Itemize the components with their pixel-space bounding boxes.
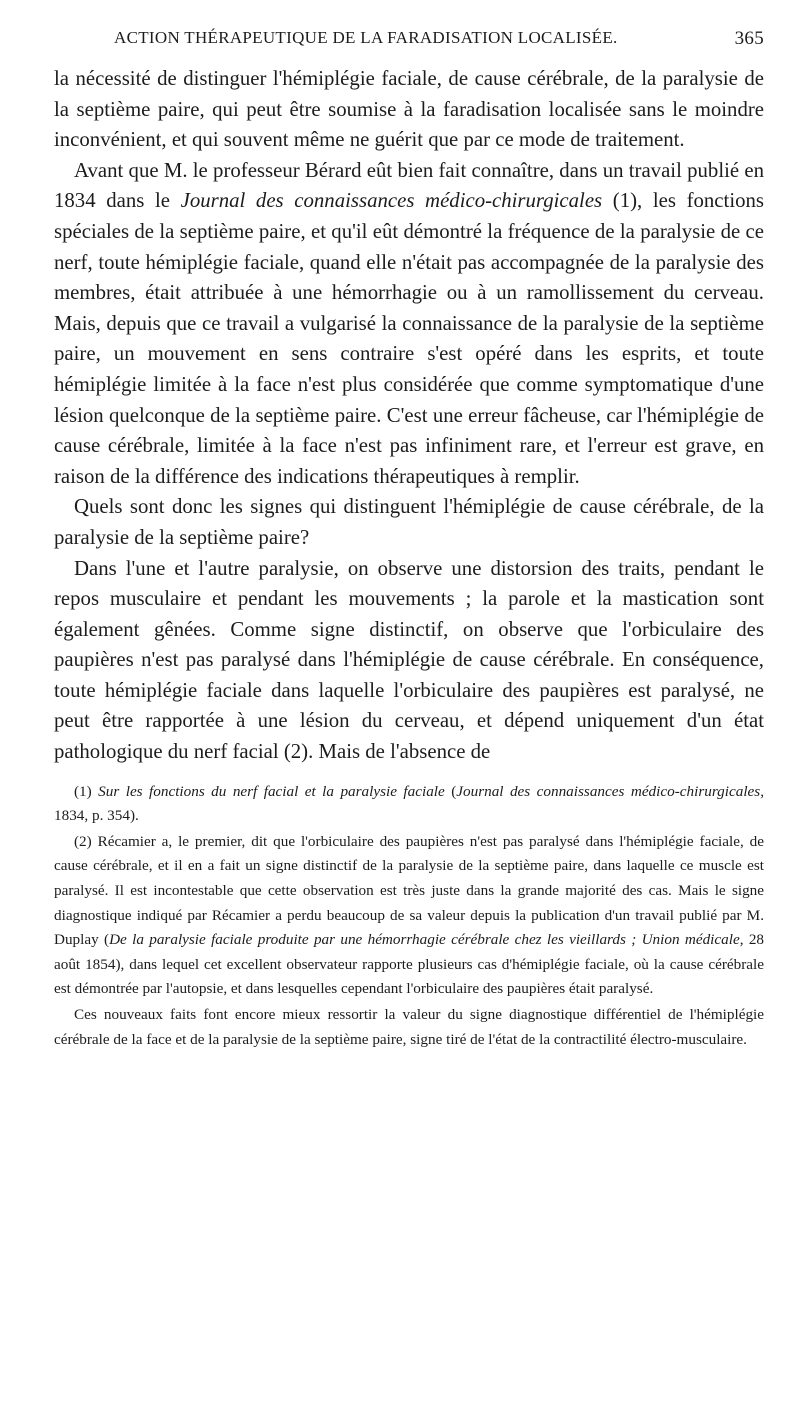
- footnotes: [54, 780, 764, 1053]
- paragraph-2-text-a: Avant que M. le professeur Bérard eût bien fait connaître, dans un travail publié en 1834 dans le: [54, 158, 764, 213]
- footnote-2-title: De la paralysie faciale produite par une hémorrhagie cérébrale chez les vieillards ; Union médicale: [109, 931, 740, 949]
- paragraph-3-text: Quels sont donc les signes qui distinguent l'hémiplégie de cause cérébrale, de la paralysie de la septième paire?: [54, 495, 764, 549]
- footnote-3-text: Ces nouveaux faits font encore mieux ressortir la valeur du signe diagnostique différentiel de l'hémiplégie cérébrale de la face et de la paralysie de la septième paire, signe tiré de l'état de la contractilité électro-musculaire.: [54, 1006, 764, 1048]
- paragraph-1: [54, 64, 764, 156]
- journal-title: Journal des connaissances médico-chirurgicales: [180, 189, 603, 213]
- page-number: 365: [734, 28, 764, 49]
- paragraph-2-text-b: (1), les fonctions spéciales de la septième paire, et qu'il eût démontré la fréquence de la paralysie de ce nerf, toute hémiplégie faciale, quand elle n'était pas accompagnée de la paralysie des membres, était attribuée à une hémorrhagie ou à un ramollissement du cerveau. Mais, depuis que ce travail a vulgarisé la connaissance de la paralysie de la septième paire, un mouvement en sens contraire s'est opéré dans les esprits, et toute hémiplégie limitée à la face n'est plus considérée que comme symptomatique d'une lésion quelconque de la septième paire. C'est une erreur fâcheuse, car l'hémiplégie de cause cérébrale, limitée à la face n'est pas infiniment rare, et l'erreur est grave, en raison de la différence des indications thérapeutiques à remplir.: [54, 189, 764, 488]
- footnote-1-title: Sur les fonctions du nerf facial et la paralysie faciale: [98, 782, 445, 800]
- body-text: [54, 64, 764, 768]
- running-title: ACTION THÉRAPEUTIQUE DE LA FARADISATION LOCALISÉE.: [114, 28, 618, 47]
- footnote-2: [54, 830, 764, 1002]
- footnote-1-rest: , 1834, p. 354).: [54, 782, 764, 825]
- footnote-1-number: (1): [74, 782, 99, 800]
- footnote-2-text-b: , 28 août 1854), dans lequel cet excellent observateur rapporte plusieurs cas d'hémiplégie faciale, où la cause cérébrale est démontrée par l'autopsie, et dans lesquelles cependant l'orbiculaire des paupières était paralysé.: [54, 931, 765, 998]
- paragraph-4: [54, 554, 764, 768]
- footnote-2-text-a: (2) Récamier a, le premier, dit que l'orbiculaire des paupières n'est pas paralysé dans l'hémiplégie faciale, de cause cérébrale, et il en a fait un signe distinctif de la paralysie de la septième paire, dans laquelle ce muscle est paralysé. Il est incontestable que cette observation est très juste dans la grande majorité des cas. Mais le signe diagnostique indiqué par Récamier a perdu beaucoup de sa valeur depuis la publication d'un travail publié par M. Duplay (: [54, 832, 764, 949]
- footnote-3: [54, 1003, 764, 1052]
- paragraph-1-text: la nécessité de distinguer l'hémiplégie faciale, de cause cérébrale, de la paralysie de la septième paire, qui peut être soumise à la faradisation localisée sans le moindre inconvénient, et qui souvent même ne guérit que par ce mode de traitement.: [54, 67, 764, 152]
- paragraph-3: [54, 492, 764, 553]
- book-page: [54, 28, 764, 1052]
- running-head: [54, 28, 764, 64]
- paragraph-4-text: Dans l'une et l'autre paralysie, on observe une distorsion des traits, pendant le repos musculaire et pendant les mouvements ; la parole et la mastication sont également gênées. Comme signe distinctif, on observe que l'orbiculaire des paupières n'est pas paralysé dans l'hémiplégie de cause cérébrale. En conséquence, toute hémiplégie faciale dans laquelle l'orbiculaire des paupières est paralysé, ne peut être rapportée à une lésion du cerveau, et dépend uniquement d'un état pathologique du nerf facial (2). Mais de l'absence de: [54, 556, 764, 764]
- footnote-1-journal: Journal des connaissances médico-chirurgicales: [456, 782, 761, 800]
- paragraph-2: [54, 156, 764, 493]
- footnote-1-open: (: [444, 782, 457, 800]
- footnote-1: [54, 780, 764, 829]
